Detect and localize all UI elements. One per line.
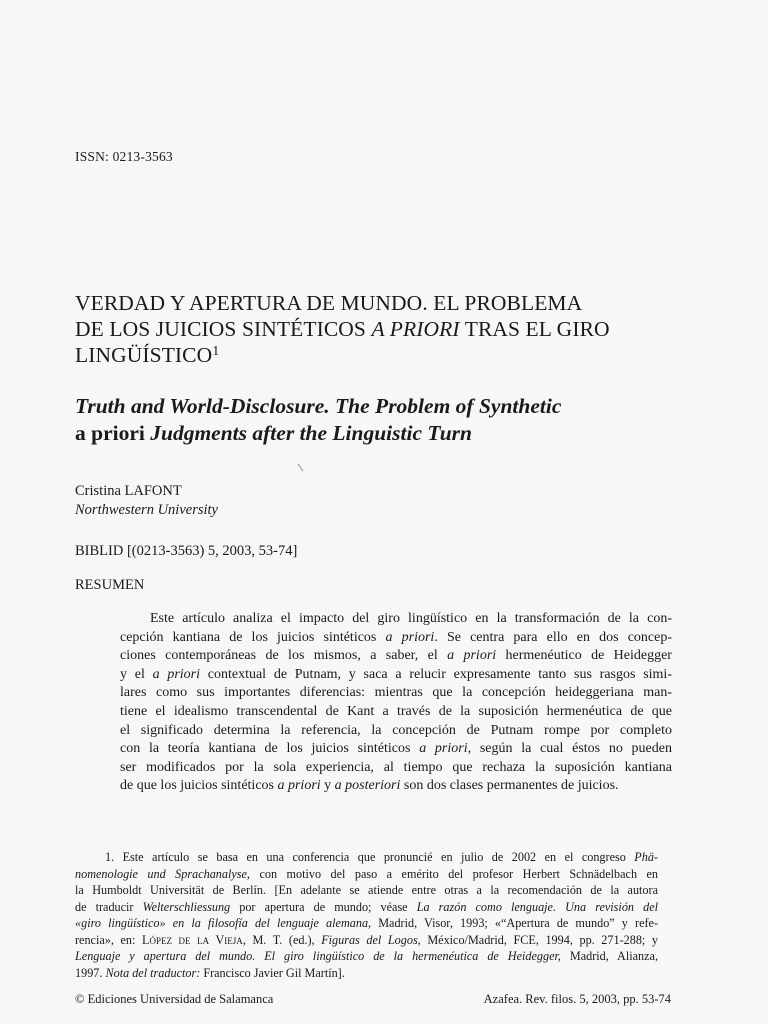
author-block: [75, 482, 218, 520]
title-footnote-mark[interactable]: 1: [212, 344, 220, 359]
title-line-3: LINGÜÍSTICO: [75, 343, 213, 367]
abstract-text: [120, 610, 672, 796]
abstract-line: con la teoría kantiana de los juicios sintéticos a priori, según la cual éstos no pueden: [120, 741, 672, 757]
abstract-line: de que los juicios sintéticos a priori y a posteriori son dos clases permanentes de juicios.: [120, 778, 619, 794]
author-name: Cristina LAFONT: [75, 483, 182, 499]
abstract-line: lares como sus importantes diferencias: mientras que la concepción heideggeriana man-: [120, 685, 672, 701]
abstract-line: ciones contemporáneas de los mismos, a saber, el a priori hermenéutico de Heidegger: [120, 648, 672, 664]
resumen-heading: RESUMEN: [75, 577, 145, 593]
footnote-1: [75, 849, 658, 981]
footnote-line: 1997. Nota del traductor: Francisco Javier Gil Martín].: [75, 965, 345, 980]
abstract-line: cepción kantiana de los juicios sintéticos a priori. Se centra para ello en dos concep-: [120, 629, 672, 645]
footer-copyright: © Ediciones Universidad de Salamanca: [75, 992, 274, 1006]
title-line-1: VERDAD Y APERTURA DE MUNDO. EL PROBLEMA: [75, 291, 583, 315]
article-subtitle-english: [75, 393, 675, 447]
subtitle-line-2a: a priori: [75, 421, 145, 445]
footnote-line: de traducir Welterschliessung por apertura de mundo; véase La razón como lenguaje. Una revisión del: [75, 899, 658, 914]
title-line-2a: DE LOS JUICIOS SINTÉTICOS: [75, 317, 372, 341]
author-affiliation: Northwestern University: [75, 502, 218, 518]
footnote-line: rencia», en: López de la Vieja, M. T. (ed.), Figuras del Logos, México/Madrid, FCE, 1994, pp. 271-288; y: [75, 932, 658, 947]
subtitle-line-2b: Judgments after the Linguistic Turn: [144, 421, 473, 445]
footnote-line: nomenologie und Sprachanalyse, con motivo del paso a emérito del profesor Herbert Schnädelbach en: [75, 866, 659, 881]
subtitle-line-1: Truth and World-Disclosure. The Problem of Synthetic: [75, 394, 562, 418]
footer-citation: Azafea. Rev. filos. 5, 2003, pp. 53-74: [483, 992, 671, 1006]
abstract-line: y el a priori contextual de Putnam, y saca a relucir expresamente tanto sus rasgos simi-: [120, 666, 672, 682]
footnote-line: Lenguaje y apertura del mundo. El giro lingüístico de la hermenéutica de Heidegger, Madrid, Alianza,: [75, 949, 658, 963]
footnote-line: 1. Este artículo se basa en una conferencia que pronuncié en julio de 2002 en el congreso Phä-: [105, 850, 658, 864]
abstract-line: el significado determina la referencia, la concepción de Putnam rompe por completo: [120, 722, 672, 738]
scan-speck: [298, 464, 304, 472]
biblid-reference: BIBLID [(0213-3563) 5, 2003, 53-74]: [75, 543, 298, 559]
footnote-line: la Humboldt Universität de Berlín. [En adelante se atiende entre otras a la recomendación de la autora: [75, 883, 658, 897]
issn-label: ISSN: 0213-3563: [75, 149, 173, 164]
abstract-line: ser modificados por la sola experiencia, al tiempo que rechaza la suposición kantiana: [120, 759, 672, 775]
footnote-line: «giro lingüístico» en la filosofía del lenguaje alemana, Madrid, Visor, 1993; «“Apertura de mundo” y refe-: [75, 916, 659, 930]
abstract-line: tiene el idealismo transcendental de Kant a través de la suposición hermenéutica de que: [120, 703, 672, 719]
title-line-2c: TRAS EL GIRO: [459, 317, 610, 341]
article-title: [75, 290, 675, 368]
abstract-line: Este artículo analiza el impacto del giro lingüístico en la transformación de la con-: [150, 611, 672, 626]
title-line-2b: A PRIORI: [371, 317, 460, 341]
